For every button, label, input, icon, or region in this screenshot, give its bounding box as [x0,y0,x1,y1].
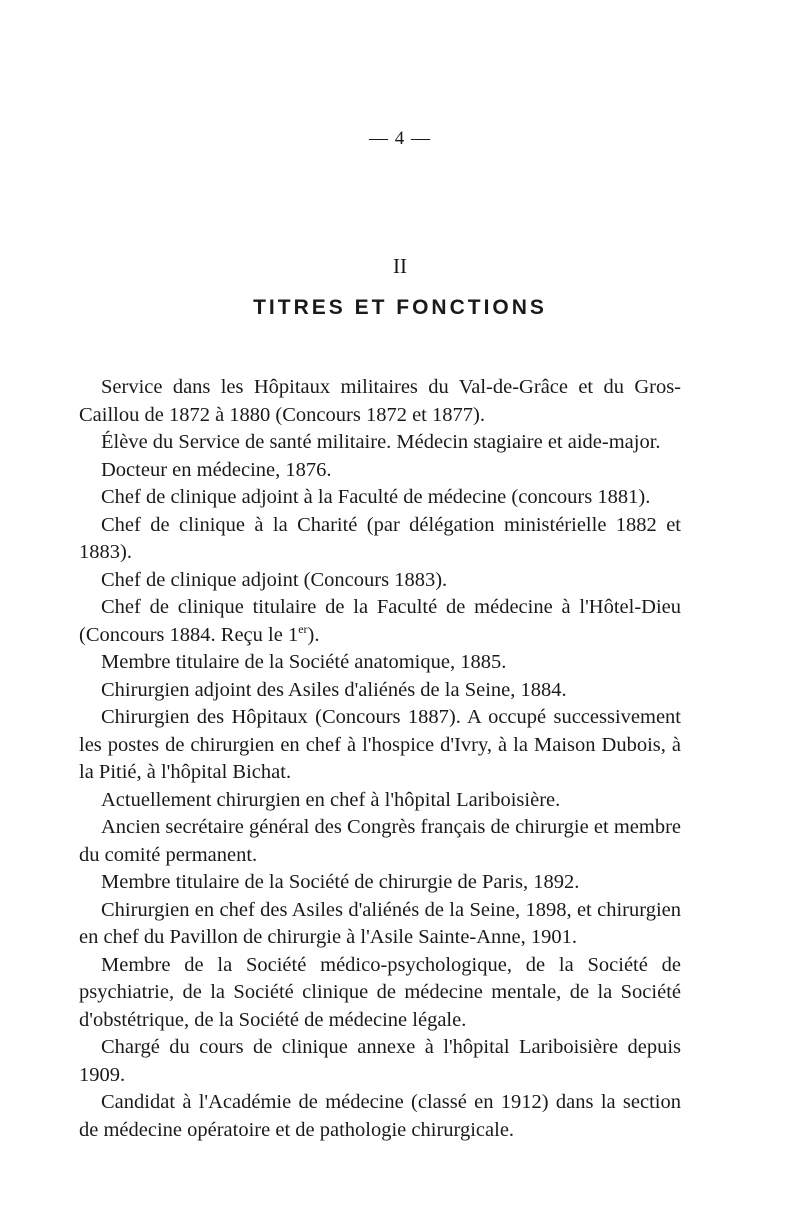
paragraph-societe-chirurgie: Membre titulaire de la Société de chirurgie de Paris, 1892. [101,871,580,893]
paragraph-charge-cours: Chargé du cours de clinique annexe à l'hôpital Lariboisière depuis 1909. [79,1036,681,1086]
paragraph-chirurgien-hopitaux: Chirurgien des Hôpitaux (Concours 1887). A occupé successivement les postes de chirurgien en chef à l'hospice d'Ivry, à la Maison Dubois, à la Pitié, à l'hôpital Bichat. [79,706,681,783]
paragraph-service-hopitaux: Service dans les Hôpitaux militaires du Val-de-Grâce et du Gros-Caillou de 1872 à 1880 (Concours 1872 et 1877). [79,376,681,426]
paragraph-actuellement: Actuellement chirurgien en chef à l'hôpital Lariboisière. [101,788,561,811]
paragraph-chef-clinique-charite: Chef de clinique à la Charité (par délégation ministérielle 1882 et 1883). [79,513,681,563]
paragraph-chef-clinique-titulaire [79,594,681,649]
paragraph-chirurgien-chef-asiles: Chirurgien en chef des Asiles d'aliénés de la Seine, 1898, et chirurgien en chef du Pavillon de chirurgie à l'Asile Sainte-Anne, 1901. [79,898,681,948]
section-title: TITRES ET FONCTIONS [253,296,547,319]
paragraph-chef-clinique-titulaire-text: Chef de clinique titulaire de la Faculté de médecine à l'Hôtel-Dieu (Concours 1884. Reçu le 1 [79,596,681,646]
paragraph-societe-anatomique: Membre titulaire de la Société anatomique, 1885. [101,651,507,673]
paragraph-chef-clinique-titulaire-tail: ). [307,623,320,646]
paragraph-chirurgien-adjoint-asiles: Chirurgien adjoint des Asiles d'aliénés de la Seine, 1884. [101,678,567,701]
page-number: — 4 — [369,128,431,149]
paragraph-docteur: Docteur en médecine, 1876. [101,458,332,481]
paragraph-chef-clinique-adjoint-faculte: Chef de clinique adjoint à la Faculté de médecine (concours 1881). [101,486,651,508]
section-numeral: II [393,254,407,278]
paragraph-eleve: Élève du Service de santé militaire. Médecin stagiaire et aide-major. [101,431,661,453]
body-text [79,374,681,1144]
paragraph-chef-clinique-adjoint-concours: Chef de clinique adjoint (Concours 1883). [101,568,448,591]
paragraph-ancien-secretaire: Ancien secrétaire général des Congrès français de chirurgie et membre du comité permanent. [79,816,681,866]
paragraph-candidat-academie: Candidat à l'Académie de médecine (classé en 1912) dans la section de médecine opératoire et de pathologie chirurgicale. [79,1091,681,1141]
superscript-er: er [298,621,308,636]
paragraph-membre-societes: Membre de la Société médico-psychologique, de la Société de psychiatrie, de la Société clinique de médecine mentale, de la Société d'obstétrique, de la Société de médecine légale. [79,953,681,1031]
